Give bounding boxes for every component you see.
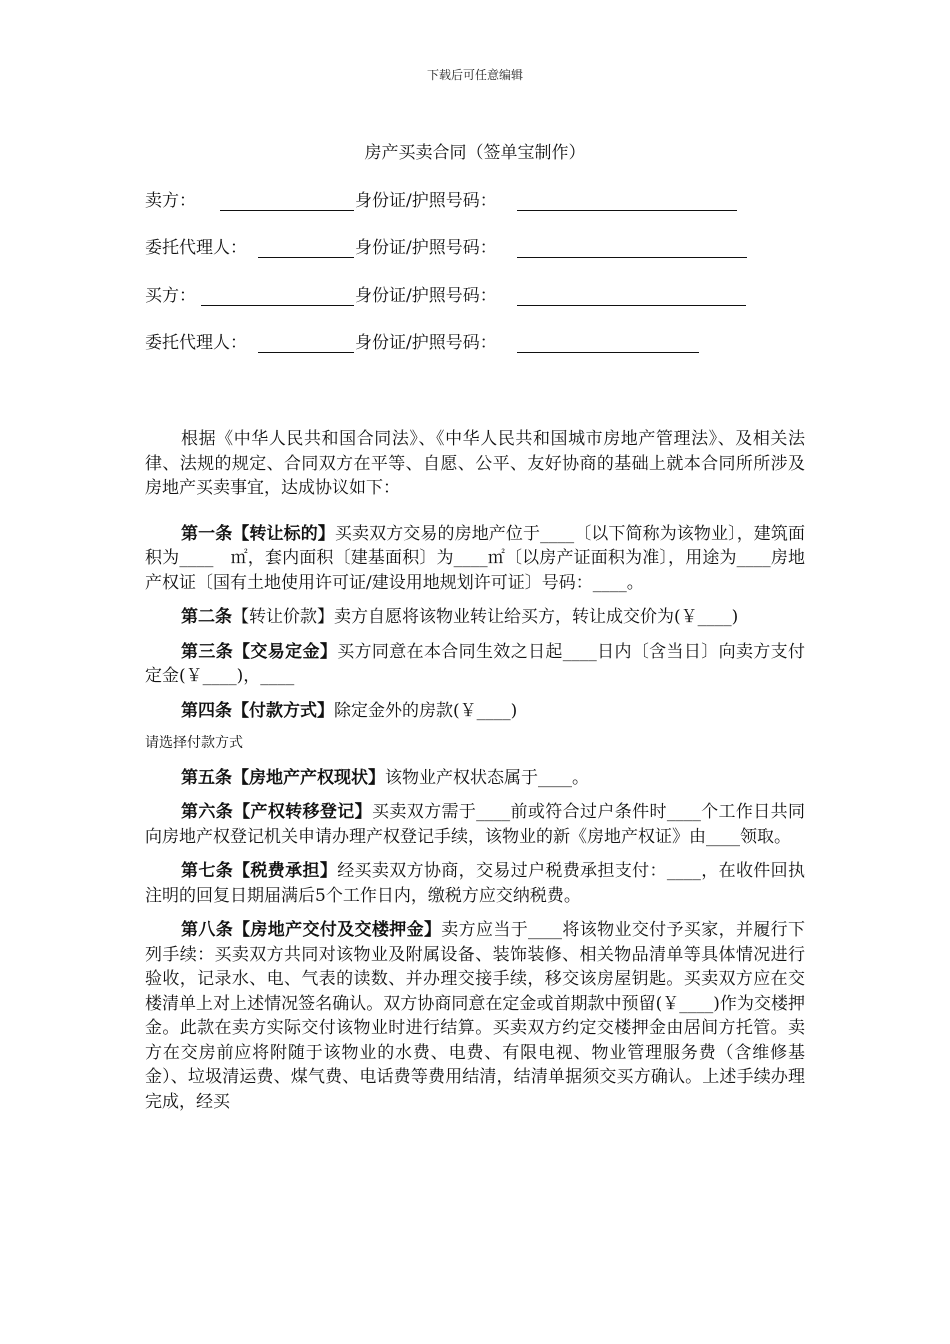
article-heading: 第五条【房地产产权现状】	[181, 767, 385, 788]
buyer-id-blank	[517, 285, 746, 306]
article-heading-rest: 【转让价款】	[232, 607, 334, 627]
party-role-label: 委托代理人：	[145, 333, 247, 353]
seller-agent-name-blank	[258, 237, 354, 258]
article-6	[145, 800, 805, 849]
article-heading: 第七条【税费承担】	[181, 861, 338, 881]
article-8	[145, 918, 805, 1114]
party-role-label: 买方：	[145, 286, 196, 306]
id-label: 身份证/护照号码：	[355, 333, 497, 353]
contract-title: 房产买卖合同（签单宝制作）	[364, 143, 586, 163]
id-label: 身份证/护照号码：	[355, 238, 497, 258]
seller-name-blank	[220, 190, 354, 211]
buyer-name-blank	[201, 285, 354, 306]
article-text: 买卖双方交易的房地产位于____〔以下简称为该物业〕，建筑面积为____ ㎡，套内面积〔建基面积〕为____㎡〔以房产证面积为准〕，用途为____房地产权证〔国有土地使用许可证/建设用地规划许可证〕号码：____。	[145, 523, 806, 593]
seller-id-blank	[517, 190, 737, 211]
payment-method-note: 请选择付款方式	[145, 735, 243, 751]
article-heading: 第六条【产权转移登记】	[181, 802, 372, 822]
article-text: 卖方应当于____将该物业交付予买家，并履行下列手续：买卖双方共同对该物业及附属设备、装饰装修、相关物品清单等具体情况进行验收，记录水、电、气表的读数、并办理交接手续，移交该房屋钥匙。买卖双方应在交楼清单上对上述情况签名确认。双方协商同意在定金或首期款中预留(￥____)作为交楼押金。此款在卖方实际交付该物业时进行结算。买卖双方约定交楼押金由居间方托管。卖方在交房前应将附随于该物业的水费、电费、有限电视、物业管理服务费（含维修基金）、垃圾清运费、煤气费、电话费等费用结清，结清单据须交买方确认。上述手续办理完成，经买	[145, 920, 806, 1112]
article-2	[145, 605, 805, 630]
id-label: 身份证/护照号码：	[355, 191, 497, 211]
article-heading: 第二条	[181, 607, 232, 627]
article-text: 卖方自愿将该物业转让给买方，转让成交价为(￥____)	[334, 607, 739, 627]
article-5	[145, 766, 805, 791]
buyer-agent-id-blank	[517, 332, 699, 353]
article-4	[145, 699, 805, 724]
article-heading: 第一条【转让标的】	[181, 523, 335, 544]
article-heading: 第三条【交易定金】	[181, 641, 338, 662]
article-text: 除定金外的房款(￥____)	[334, 700, 518, 721]
contract-body	[145, 427, 805, 1124]
preamble: 根据《中华人民共和国合同法》、《中华人民共和国城市房地产管理法》、及相关法律、法规的规定、合同双方在平等、自愿、公平、友好协商的基础上就本合同所所涉及房地产买卖事宜，达成协议如下：	[145, 429, 805, 498]
seller-agent-id-blank	[517, 237, 747, 258]
article-heading: 第八条【房地产交付及交楼押金】	[181, 920, 442, 940]
article-7	[145, 859, 805, 908]
buyer-agent-name-blank	[258, 332, 354, 353]
header-note: 下载后可任意编辑	[426, 68, 523, 82]
article-heading: 第四条【付款方式】	[181, 700, 334, 721]
party-role-label: 委托代理人：	[145, 238, 247, 258]
article-3	[145, 640, 805, 689]
article-text: 买方同意在本合同生效之日起____日内〔含当日〕向卖方支付定金(￥____)，____	[145, 641, 806, 686]
article-text: 经买卖双方协商，交易过户税费承担支付：____，在收件回执注明的回复日期届满后5个工作日内，缴税方应交纳税费。	[145, 861, 806, 906]
article-text: 买卖双方需于____前或符合过户条件时____个工作日共同向房地产权登记机关申请办理产权登记手续，该物业的新《房地产权证》由____领取。	[145, 802, 805, 847]
article-1	[145, 522, 805, 596]
party-role-label: 卖方：	[145, 191, 196, 211]
id-label: 身份证/护照号码：	[355, 286, 497, 306]
article-text: 该物业产权状态属于____。	[385, 767, 589, 788]
